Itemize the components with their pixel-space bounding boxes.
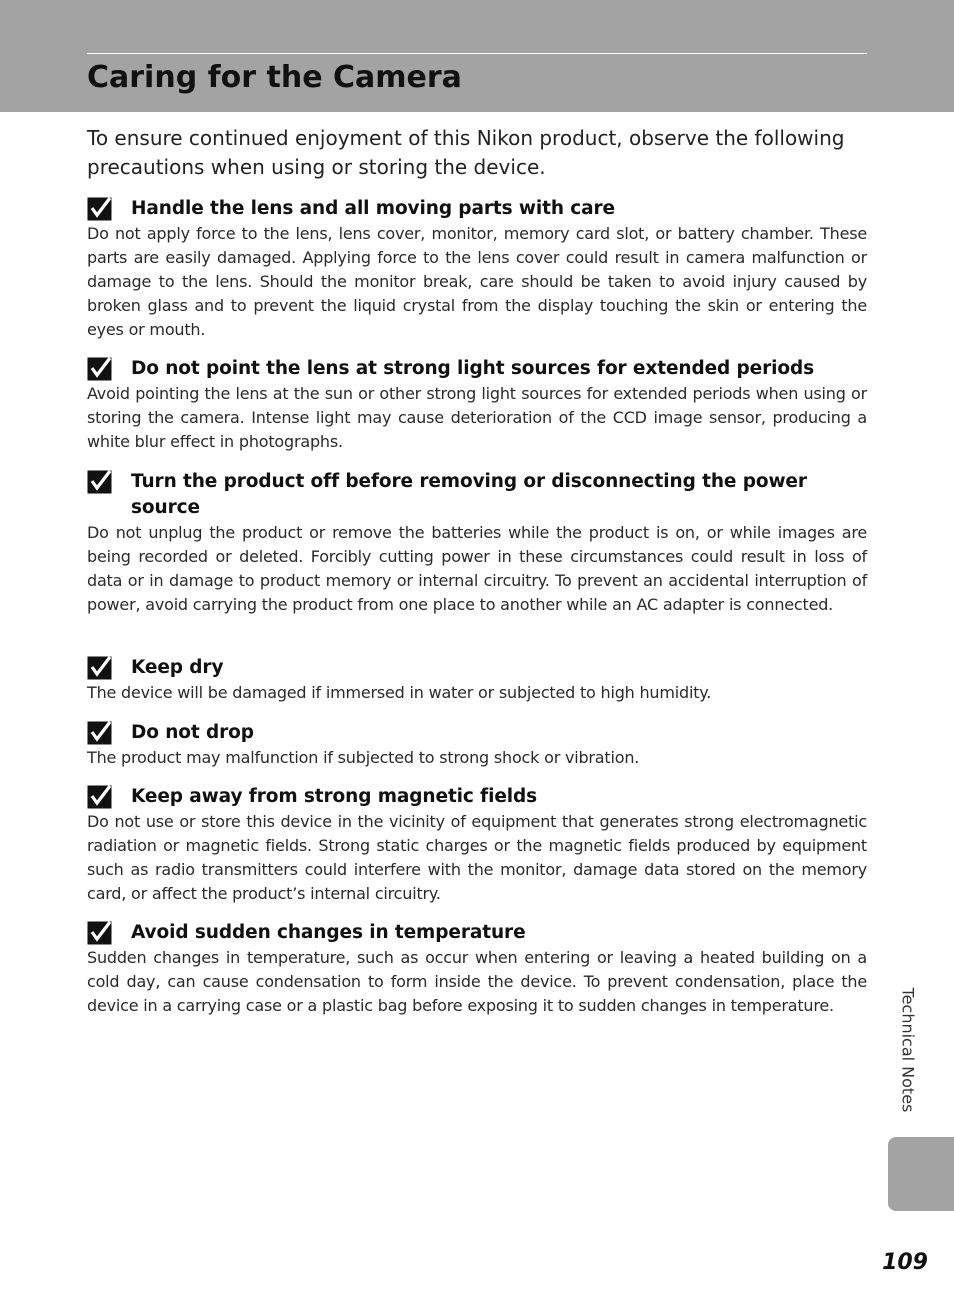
section-body: The device will be damaged if immersed in water or subjected to high humidity. <box>87 683 712 702</box>
section-heading <box>87 655 867 681</box>
section-power-off <box>87 469 867 617</box>
section-heading-text: Turn the product off before removing or disconnecting the power source <box>131 471 807 518</box>
section-heading <box>87 469 867 521</box>
check-icon <box>87 357 113 381</box>
section-heading-text: Keep away from strong magnetic fields <box>131 786 538 807</box>
section-body: Do not use or store this device in the vicinity of equipment that generates strong electromagnetic radiation or magnetic fields. Strong static charges or the magnetic fields produced by equipment such as radio transmitters could interfere with the monitor, damage data stored on the memory card, or affect the product’s internal circuitry. <box>87 812 867 903</box>
section-heading <box>87 784 867 810</box>
section-heading-text: Handle the lens and all moving parts with care <box>131 198 615 219</box>
header-rule <box>87 53 867 54</box>
check-icon <box>87 785 113 809</box>
section-body: The product may malfunction if subjected to strong shock or vibration. <box>87 748 640 767</box>
page-number: 109 <box>882 1250 928 1275</box>
page-title: Caring for the Camera <box>87 60 462 95</box>
section-heading-text: Do not drop <box>131 722 254 743</box>
check-icon <box>87 470 113 494</box>
section-heading <box>87 720 867 746</box>
side-tab-label-text: Technical Notes <box>898 987 918 1113</box>
intro-paragraph: To ensure continued enjoyment of this Nikon product, observe the following precautions when using or storing the device. <box>87 126 845 179</box>
section-heading-text: Do not point the lens at strong light sources for extended periods <box>131 358 815 379</box>
section-heading-text: Keep dry <box>131 657 224 678</box>
side-tab <box>888 1137 954 1211</box>
section-body: Do not unplug the product or remove the batteries while the product is on, or while images are being recorded or deleted. Forcibly cutting power in these circumstances could result in loss of data or in damage to product memory or internal circuitry. To prevent an accidental interruption of power, avoid carrying the product from one place to another while an AC adapter is connected. <box>87 523 867 614</box>
section-keep-dry <box>87 655 867 705</box>
section-heading <box>87 196 867 222</box>
check-icon <box>87 721 113 745</box>
section-body: Do not apply force to the lens, lens cover, monitor, memory card slot, or battery chamber. These parts are easily damaged. Applying force to the lens cover could result in camera malfunction or damage to the lens. Should the monitor break, care should be taken to avoid injury caused by broken glass and to prevent the liquid crystal from the display touching the skin or entering the eyes or mouth. <box>87 224 867 339</box>
section-handle-lens <box>87 196 867 342</box>
section-heading <box>87 356 867 382</box>
section-heading <box>87 920 867 946</box>
section-magnetic-fields <box>87 784 867 906</box>
section-heading-text: Avoid sudden changes in temperature <box>131 922 526 943</box>
section-body: Avoid pointing the lens at the sun or other strong light sources for extended periods when using or storing the camera. Intense light may cause deterioration of the CCD image sensor, producing a white blur effect in photographs. <box>87 384 867 451</box>
check-icon <box>87 921 113 945</box>
section-strong-light <box>87 356 867 454</box>
check-icon <box>87 197 113 221</box>
section-body: Sudden changes in temperature, such as occur when entering or leaving a heated building on a cold day, can cause condensation to form inside the device. To prevent condensation, place the device in a carrying case or a plastic bag before exposing it to sudden changes in temperature. <box>87 948 867 1015</box>
section-do-not-drop <box>87 720 867 770</box>
section-temperature <box>87 920 867 1018</box>
check-icon <box>87 656 113 680</box>
